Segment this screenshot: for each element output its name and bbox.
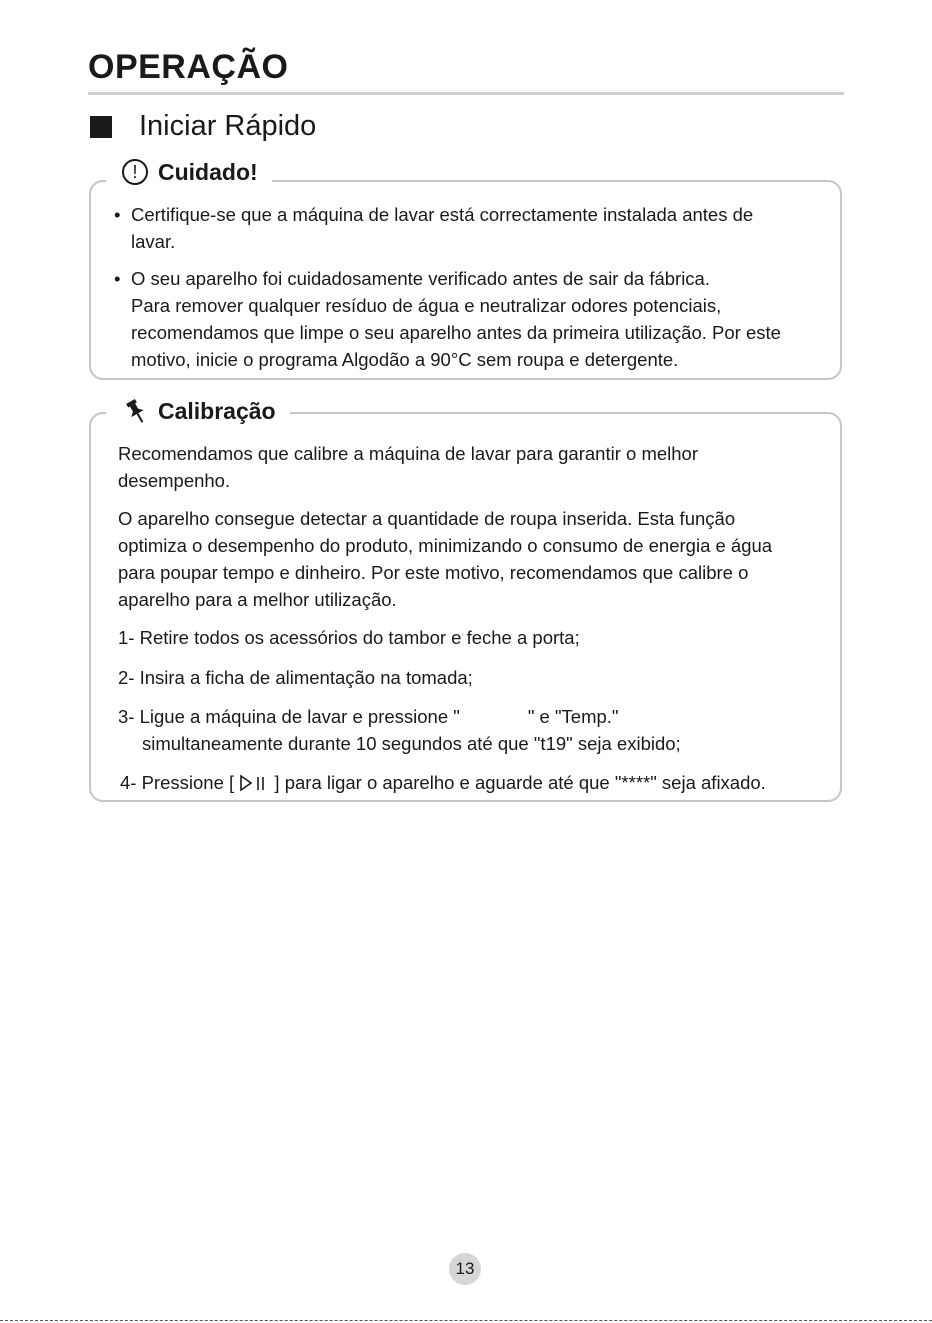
section-heading-text: Iniciar Rápido [139,110,317,142]
caution-bullet-1-line-2: lavar. [131,231,176,252]
caution-bullet-2-line-4: motivo, inicie o programa Algodão a 90°C sem roupa e detergente. [131,349,679,370]
calibration-heading [106,394,290,428]
calibration-body-line-3: para poupar tempo e dinheiro. Por este motivo, recomendamos que calibre o [118,562,749,583]
caution-bullet-2-line-1: O seu aparelho foi cuidadosamente verificado antes de sair da fábrica. [131,268,710,289]
bullet-marker: • [114,204,121,225]
calibration-body-line-2: optimiza o desempenho do produto, minimizando o consumo de energia e água [118,535,773,556]
bottom-dashed-line [0,1320,932,1321]
title-divider [88,92,844,95]
page-title: OPERAÇÃO [88,48,289,86]
step-4-text-start: 4- Pressione [ [120,772,235,793]
calibration-step-3-line-2: simultaneamente durante 10 segundos até que "t19" seja exibido; [142,733,681,754]
calibration-step-4 [120,769,766,796]
calibration-step-2: 2- Insira a ficha de alimentação na tomada; [118,667,473,688]
section-square-icon [90,116,112,138]
caution-bullet-2-line-3: recomendamos que limpe o seu aparelho antes da primeira utilização. Por este [131,322,781,343]
caution-heading [106,155,272,189]
step-3-text-start: 3- Ligue a máquina de lavar e pressione " [118,706,460,727]
calibration-body-line-4: aparelho para a melhor utilização. [118,589,397,610]
calibration-step-3-line-1 [118,703,619,730]
caution-bullet-2-line-2: Para remover qualquer resíduo de água e neutralizar odores potenciais, [131,295,722,316]
caution-bullet-1-line-1: Certifique-se que a máquina de lavar está correctamente instalada antes de [131,204,754,225]
step-3-text-end: " e "Temp." [527,706,619,727]
calibration-intro-line-2: desempenho. [118,470,231,491]
calibration-step-1: 1- Retire todos os acessórios do tambor e feche a porta; [118,627,580,648]
calibration-body-line-1: O aparelho consegue detectar a quantidade de roupa inserida. Esta função [118,508,736,529]
warning-icon: ! [122,159,148,185]
bullet-marker: • [114,268,121,289]
play-pause-icon [239,774,269,792]
step-4-text-end: ] para ligar o aparelho e aguarde até que "****" seja afixado. [274,772,766,793]
calibration-intro-line-1: Recomendamos que calibre a máquina de lavar para garantir o melhor [118,443,698,464]
calibration-heading-text: Calibração [158,397,276,424]
page-number: 13 [449,1253,481,1285]
caution-heading-text: Cuidado! [158,158,258,185]
pushpin-icon [122,397,150,425]
